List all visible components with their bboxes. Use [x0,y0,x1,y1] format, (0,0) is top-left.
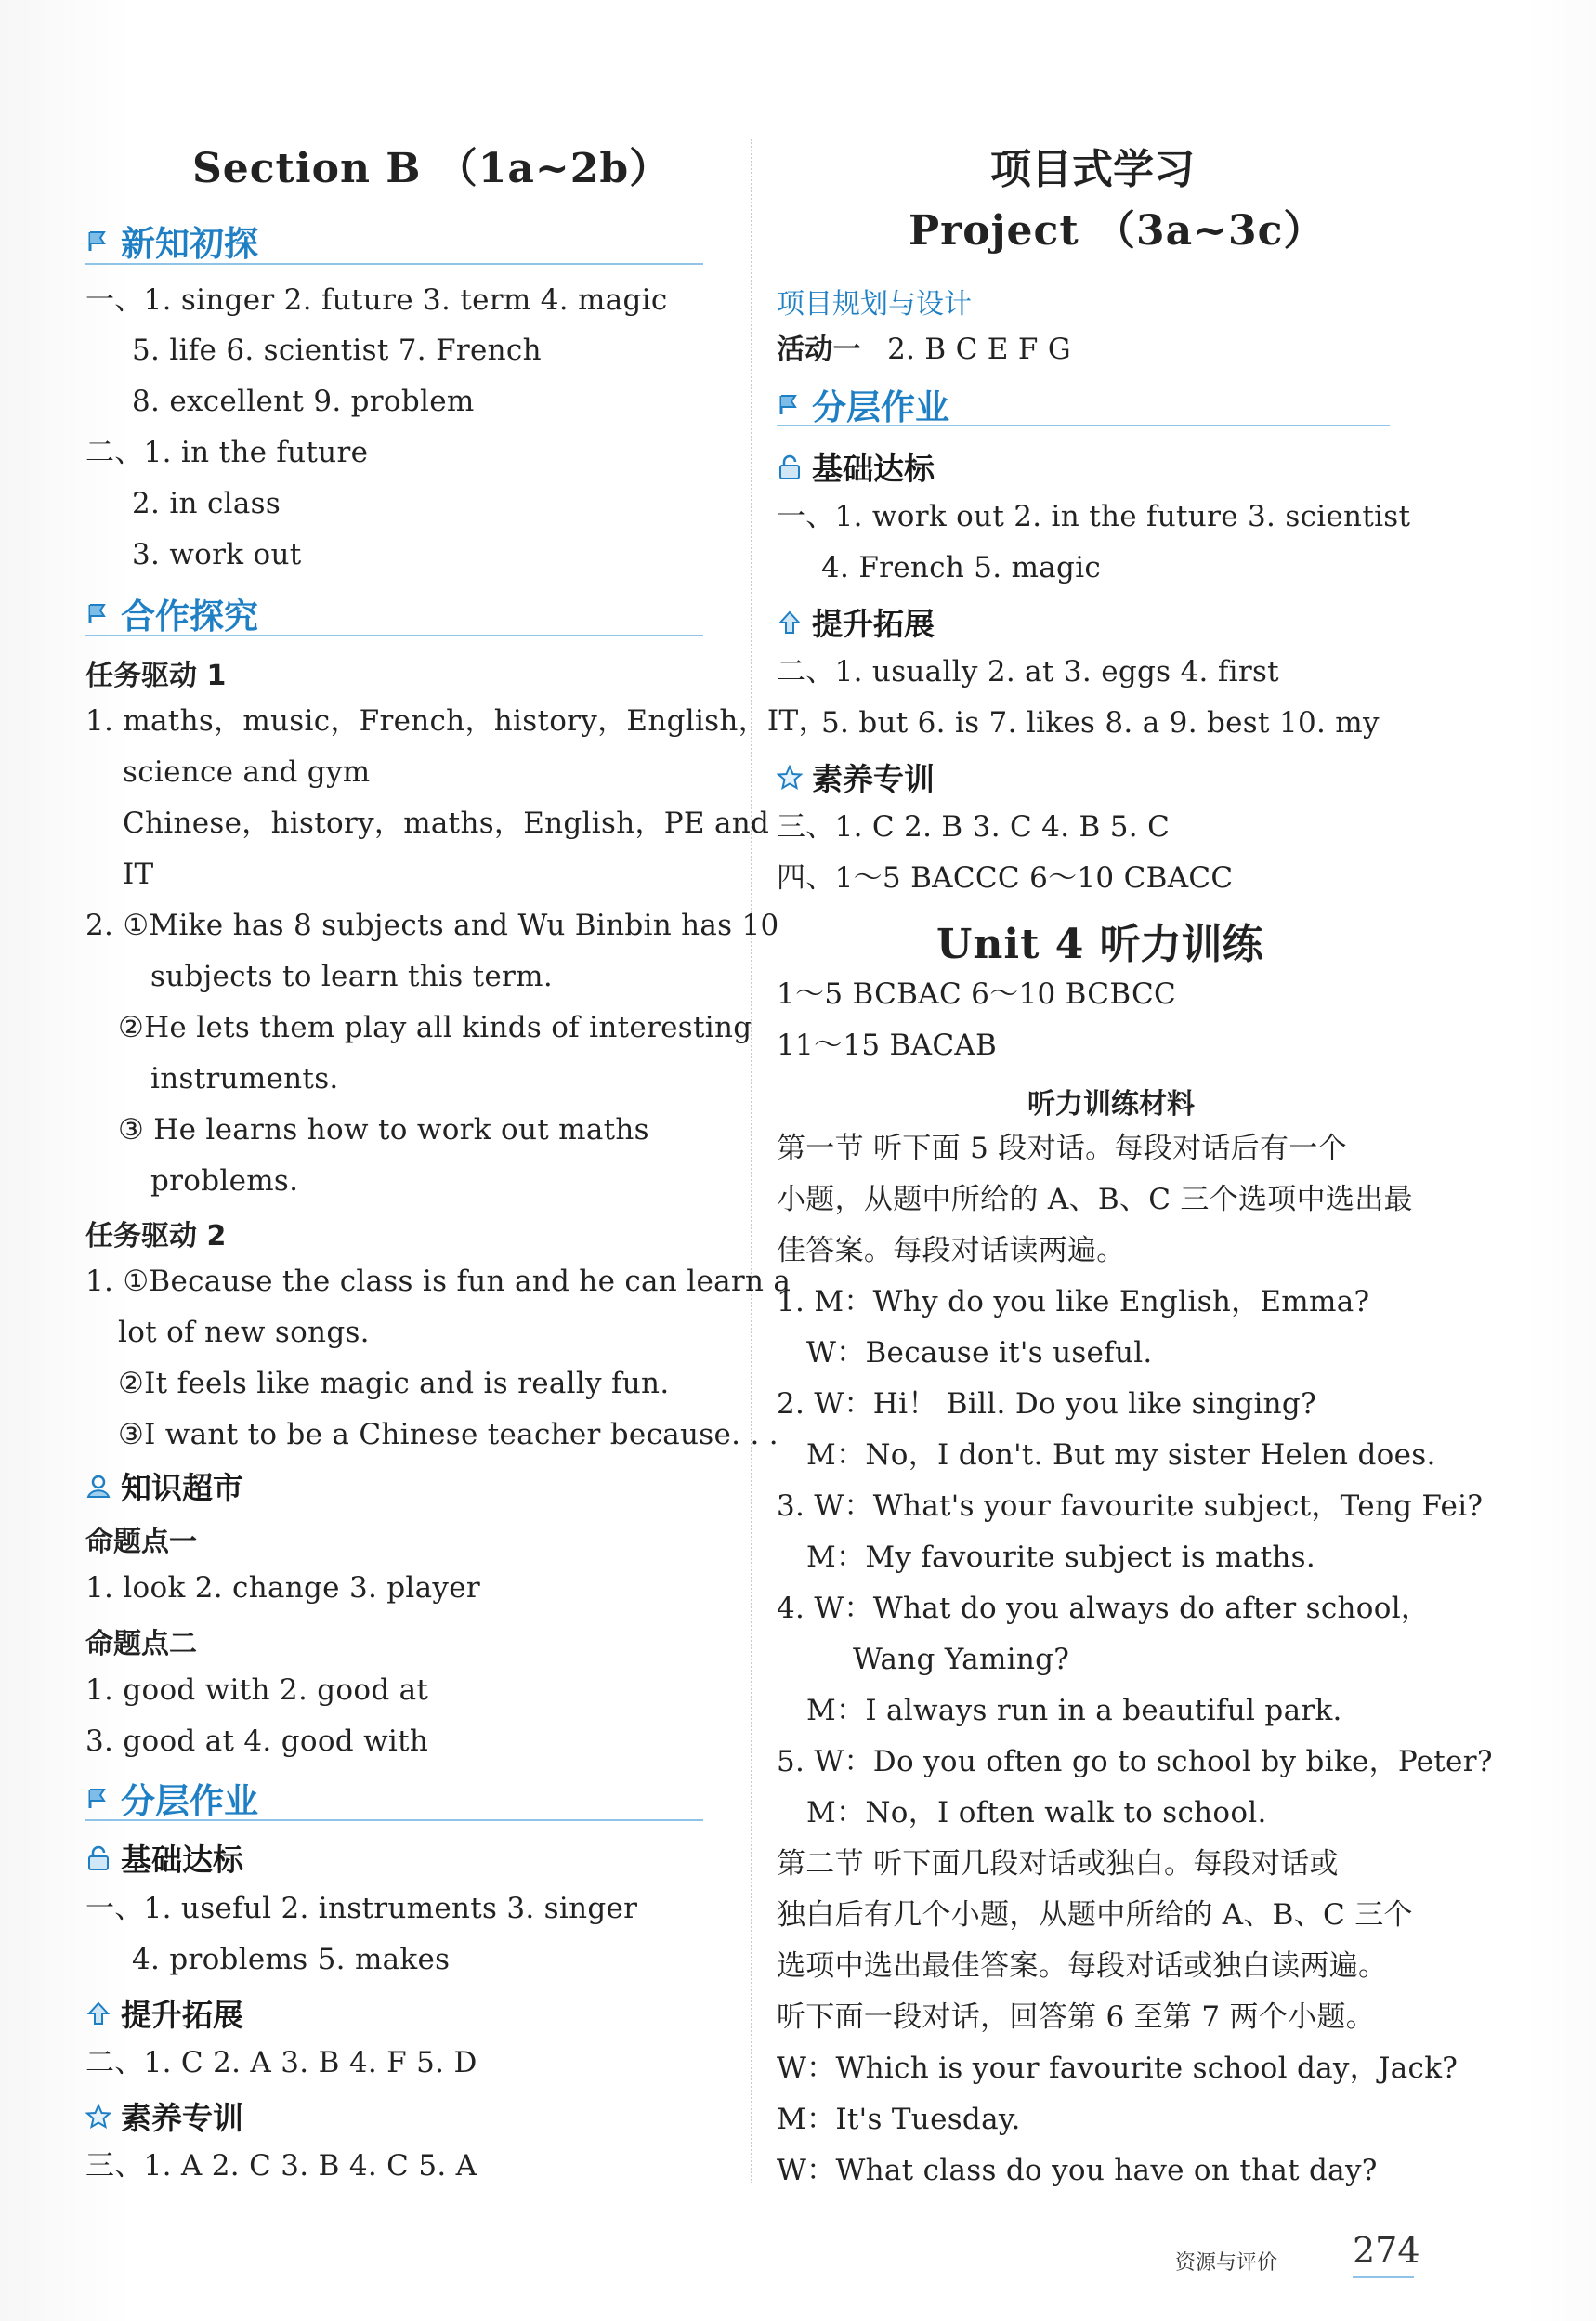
answer-line: 三、1. A 2. C 3. B 4. C 5. A [85,2149,477,2183]
material-line: W：What class do you have on that day? [777,2154,1378,2187]
answer-line: 一、1. singer 2. future 3. term 4. magic [85,283,668,317]
section-header-label: 分层作业 [812,387,949,427]
lock-icon [777,454,803,480]
section-rule [85,1819,703,1821]
answer-line: 三、1. C 2. B 3. C 4. B 5. C [777,810,1171,844]
answer-line: ②He lets them play all kinds of interesting [118,1011,752,1044]
task-heading: 任务驱动 1 [85,660,227,692]
material-line: W：Which is your favourite school day，Jack? [777,2052,1459,2085]
project-title-en: Project （3a~3c） [909,207,1326,255]
material-line: 选项中选出最佳答案。每段对话或独白读两遍。 [777,1949,1388,1983]
material-line: W：Because it's useful. [806,1336,1153,1370]
answer-line: ③I want to be a Chinese teacher because. . . [118,1418,778,1451]
answer-line: 1. ①Because the class is fun and he can learn a [85,1265,791,1298]
subheader-improve [85,1991,243,2035]
footer-rule [1353,2276,1414,2278]
material-line: 佳答案。每段对话读两遍。 [777,1234,1126,1267]
material-line: 听下面一段对话，回答第 6 至第 7 两个小题。 [777,2000,1376,2034]
answer-line: 一、1. useful 2. instruments 3. singer [85,1892,638,1925]
section-header-layered-homework [85,1773,258,1823]
answer-line: 5. life 6. scientist 7. French [132,334,542,367]
answer-line: 一、1. work out 2. in the future 3. scientist [777,500,1411,533]
section-header-label: 新知初探 [121,224,258,264]
answer-line: 二、1. in the future [85,436,369,469]
material-line: M：No，I don't. But my sister Helen does. [806,1438,1436,1472]
star-icon [777,765,803,791]
subheader-basic [777,445,935,489]
answer-line: 8. excellent 9. problem [132,385,475,418]
material-line: M：It's Tuesday. [777,2103,1021,2136]
answer-line: 3. work out [132,538,302,571]
unit-title-cn: 听力训练 [1099,921,1263,968]
answer-line: 二、1. usually 2. at 3. eggs 4. first [777,655,1279,688]
material-line: 2. W：Hi！ Bill. Do you like singing? [777,1387,1316,1421]
section-flag-icon [85,599,113,627]
subheader-label: 素养专训 [812,761,935,797]
answer-line: 1. look 2. change 3. player [85,1571,481,1605]
answer-line: problems. [150,1164,299,1198]
footer-label: 资源与评价 [1175,2251,1278,2275]
activity-line [777,331,1071,369]
section-flag-icon [777,390,805,418]
material-line: Wang Yaming? [853,1643,1070,1676]
subheader-label: 提升拓展 [812,606,935,642]
material-line: 5. W：Do you often go to school by bike，Peter? [777,1745,1493,1778]
answer-line: science and gym [123,755,371,789]
material-line: M：I always run in a beautiful park. [806,1694,1342,1727]
subheader-literacy [777,755,935,799]
answer-line: 4. French 5. magic [821,551,1102,584]
section-header-cooperation [85,588,258,638]
section-flag-icon [85,227,113,255]
arrow-up-icon [777,610,803,636]
plan-heading: 项目规划与设计 [777,288,972,321]
task-heading: 任务驱动 2 [85,1220,227,1252]
material-line: 独白后有几个小题，从题中所给的 A、B、C 三个 [777,1898,1413,1932]
point-heading: 命题点二 [85,1628,197,1660]
answer-line: 2. in class [132,487,281,520]
subheader-improve [777,600,935,644]
section-rule [85,263,703,265]
material-heading: 听力训练材料 [1027,1088,1195,1121]
subheader-literacy [85,2094,243,2138]
point-heading: 命题点一 [85,1526,197,1558]
subheader-basic [85,1836,243,1880]
subheader-label: 基础达标 [121,1842,243,1878]
unit-title-en: Unit 4 [936,921,1100,968]
material-line: M：My favourite subject is maths. [806,1541,1316,1574]
answer-line: 4. problems 5. makes [132,1943,451,1976]
arrow-up-icon [85,2000,111,2026]
answer-line: Chinese，history，maths，English，PE and [123,806,770,840]
answer-line: ③ He learns how to work out maths [118,1113,649,1147]
material-line: M：No，I often walk to school. [806,1796,1267,1829]
subheader-label: 基础达标 [812,451,935,487]
answer-line: 二、1. C 2. A 3. B 4. F 5. D [85,2046,477,2079]
section-header-label: 分层作业 [121,1781,258,1821]
answer-line: IT [123,858,154,891]
activity-label: 活动一 [777,334,861,366]
section-title: Section B （1a~2b） [192,145,672,192]
subheader-label: 提升拓展 [121,1997,243,2033]
answer-line: 1. good with 2. good at [85,1673,429,1707]
section-header-label: 合作探究 [121,597,258,636]
column-divider [751,139,752,2183]
section-header-new-knowledge [85,216,258,266]
answer-line: 2. ①Mike has 8 subjects and Wu Binbin has 10 [85,909,779,942]
answer-line: 3. good at 4. good with [85,1724,429,1758]
answer-line: lot of new songs. [118,1316,370,1349]
material-line: 4. W：What do you always do after school， [777,1592,1431,1625]
unit-title [936,911,1263,970]
answer-line: 5. but 6. is 7. likes 8. a 9. best 10. my [821,706,1380,740]
subheader-knowledge-market [85,1464,243,1508]
section-rule [777,425,1390,426]
activity-answers: 2. B C E F G [887,333,1071,366]
project-title-cn: 项目式学习 [990,146,1195,193]
lock-icon [85,1845,111,1871]
person-icon [85,1474,111,1500]
answer-line: 11～15 BACAB [777,1029,998,1062]
answer-line: subjects to learn this term. [150,960,553,993]
section-header-layered-homework [777,379,949,429]
section-rule [85,635,703,636]
answer-line: 1～5 BCBAC 6～10 BCBCC [777,977,1177,1011]
material-line: 第二节 听下面几段对话或独白。每段对话或 [777,1847,1339,1881]
section-flag-icon [85,1784,113,1812]
material-line: 小题，从题中所给的 A、B、C 三个选项中选出最 [777,1183,1413,1216]
answer-line: instruments. [150,1062,339,1095]
material-line: 1. M：Why do you like English，Emma? [777,1285,1370,1318]
material-line: 第一节 听下面 5 段对话。每段对话后有一个 [777,1132,1347,1165]
material-line: 3. W：What's your favourite subject，Teng Fei? [777,1489,1484,1523]
page-number: 274 [1353,2230,1420,2271]
answer-line: ②It feels like magic and is really fun. [118,1367,670,1400]
subheader-label: 素养专训 [121,2100,243,2136]
star-icon [85,2104,111,2130]
subheader-label: 知识超市 [121,1470,243,1506]
answer-line: 1. maths，music，French，history，English，IT， [85,704,828,738]
answer-line: 四、1～5 BACCC 6～10 CBACC [777,861,1234,895]
